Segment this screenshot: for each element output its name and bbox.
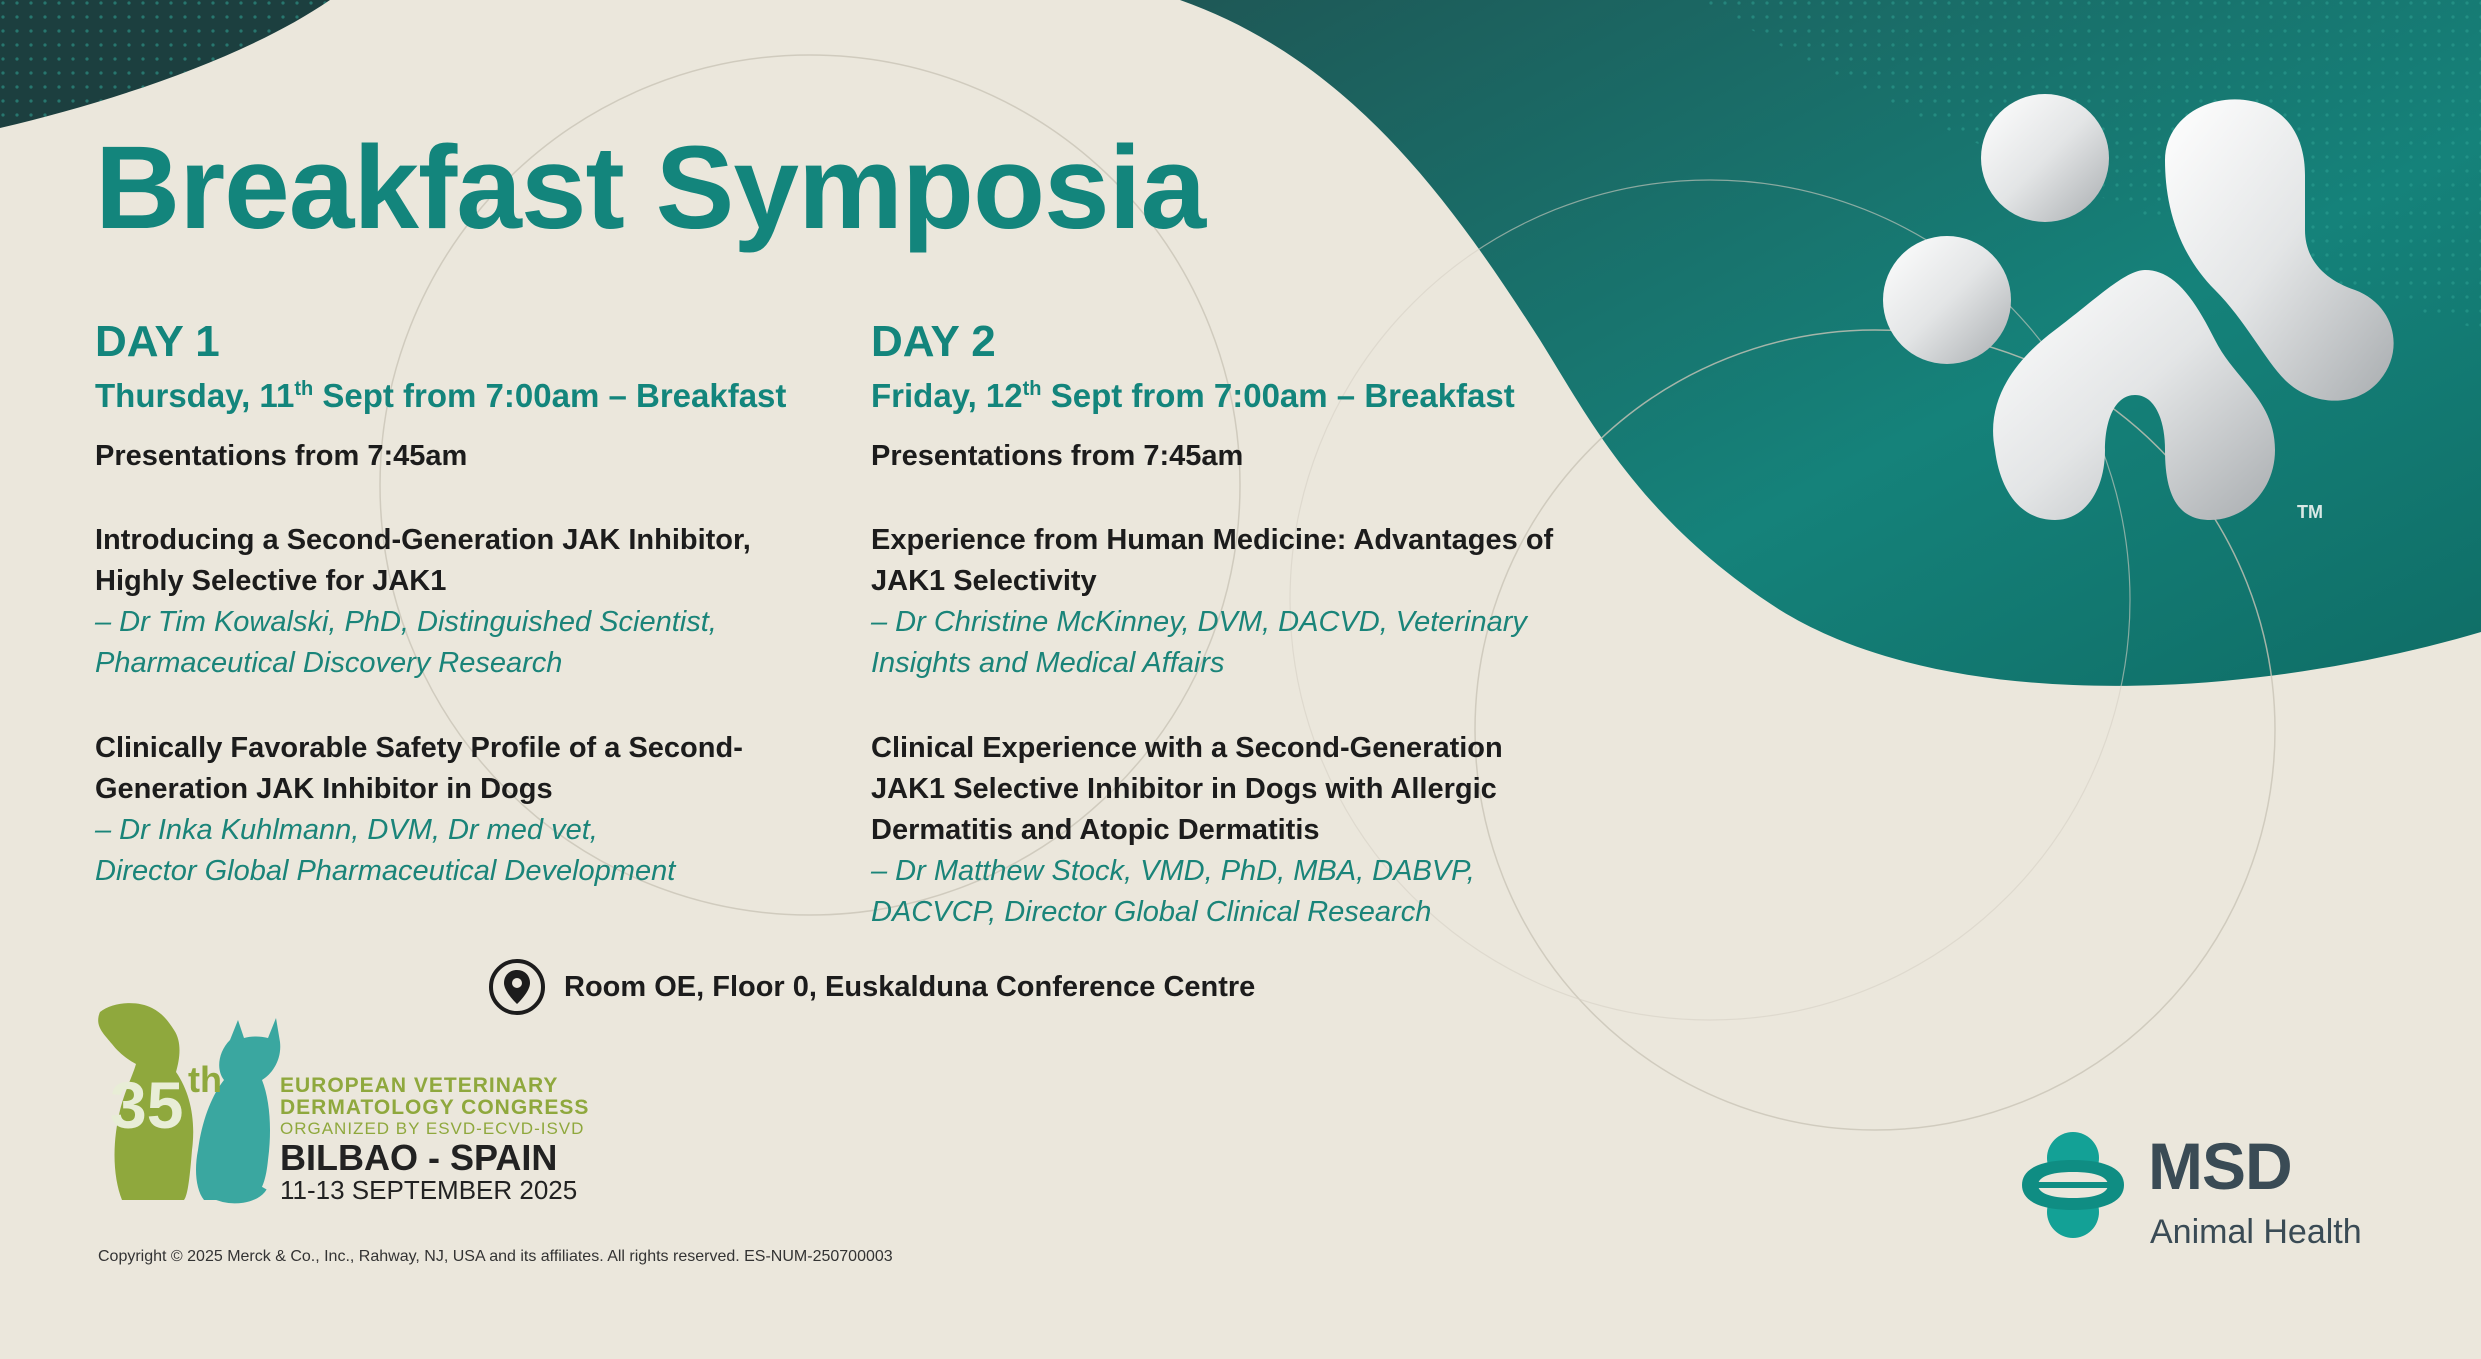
congress-logo [92, 1000, 592, 1205]
day1-date: Thursday, 11th Sept from 7:00am – Breakfast [95, 377, 787, 415]
day1-presentations-time: Presentations from 7:45am [95, 439, 468, 472]
congress-number: 35 [110, 1068, 184, 1142]
day1-talk-2 [95, 728, 865, 892]
day1-talk-1 [95, 520, 865, 684]
paw-logo [1875, 90, 2395, 540]
day2-talk-2 [871, 728, 1641, 933]
day2-presentations-time: Presentations from 7:45am [871, 439, 1244, 472]
day2-talk-1 [871, 520, 1641, 684]
day1-label: DAY 1 [95, 317, 220, 366]
talk-title: Clinical Experience with a Second-Generation JAK1 Selective Inhibitor in Dogs with Allergic Dermatitis and Atopic Dermatitis [871, 731, 1503, 846]
talk-speaker: – Dr Inka Kuhlmann, DVM, Dr med vet, Director Global Pharmaceutical Development [95, 813, 676, 887]
talk-title: Clinically Favorable Safety Profile of a Second- Generation JAK Inhibitor in Dogs [95, 731, 743, 805]
congress-line-3: ORGANIZED BY ESVD-ECVD-ISVD [280, 1119, 585, 1138]
day2-label: DAY 2 [871, 317, 996, 366]
msd-logo [2018, 1130, 2398, 1270]
talk-title: Experience from Human Medicine: Advantages of JAK1 Selectivity [871, 523, 1554, 597]
day1-column [95, 318, 865, 892]
congress-city: BILBAO - SPAIN [280, 1137, 558, 1178]
congress-text [280, 1075, 589, 1204]
msd-symbol-icon [2018, 1130, 2128, 1240]
day2-column [871, 318, 1641, 933]
congress-line-1: EUROPEAN VETERINARY [280, 1074, 559, 1097]
location [488, 958, 1255, 1016]
talk-speaker: – Dr Christine McKinney, DVM, DACVD, Veterinary Insights and Medical Affairs [871, 605, 1527, 679]
day2-date: Friday, 12th Sept from 7:00am – Breakfast [871, 377, 1515, 415]
copyright-notice: Copyright © 2025 Merck & Co., Inc., Rahway, NJ, USA and its affiliates. All rights reserved. ES-NUM-250700003 [98, 1248, 893, 1265]
trademark: TM [2297, 502, 2323, 522]
congress-line-2: DERMATOLOGY CONGRESS [280, 1096, 590, 1119]
talk-title: Introducing a Second-Generation JAK Inhibitor, Highly Selective for JAK1 [95, 523, 751, 597]
congress-number-suffix: th [188, 1059, 222, 1100]
page-title: Breakfast Symposia [95, 122, 1206, 254]
msd-brand-sub: Animal Health [2150, 1213, 2362, 1251]
talk-speaker: – Dr Matthew Stock, VMD, PhD, MBA, DABVP, DACVCP, Director Global Clinical Research [871, 854, 1475, 928]
talk-speaker: – Dr Tim Kowalski, PhD, Distinguished Scientist, Pharmaceutical Discovery Research [95, 605, 717, 679]
dog-cat-silhouette [92, 1000, 282, 1205]
location-text: Room OE, Floor 0, Euskalduna Conference Centre [564, 970, 1256, 1003]
congress-dates: 11-13 SEPTEMBER 2025 [280, 1175, 578, 1205]
msd-brand-name: MSD [2148, 1129, 2292, 1203]
